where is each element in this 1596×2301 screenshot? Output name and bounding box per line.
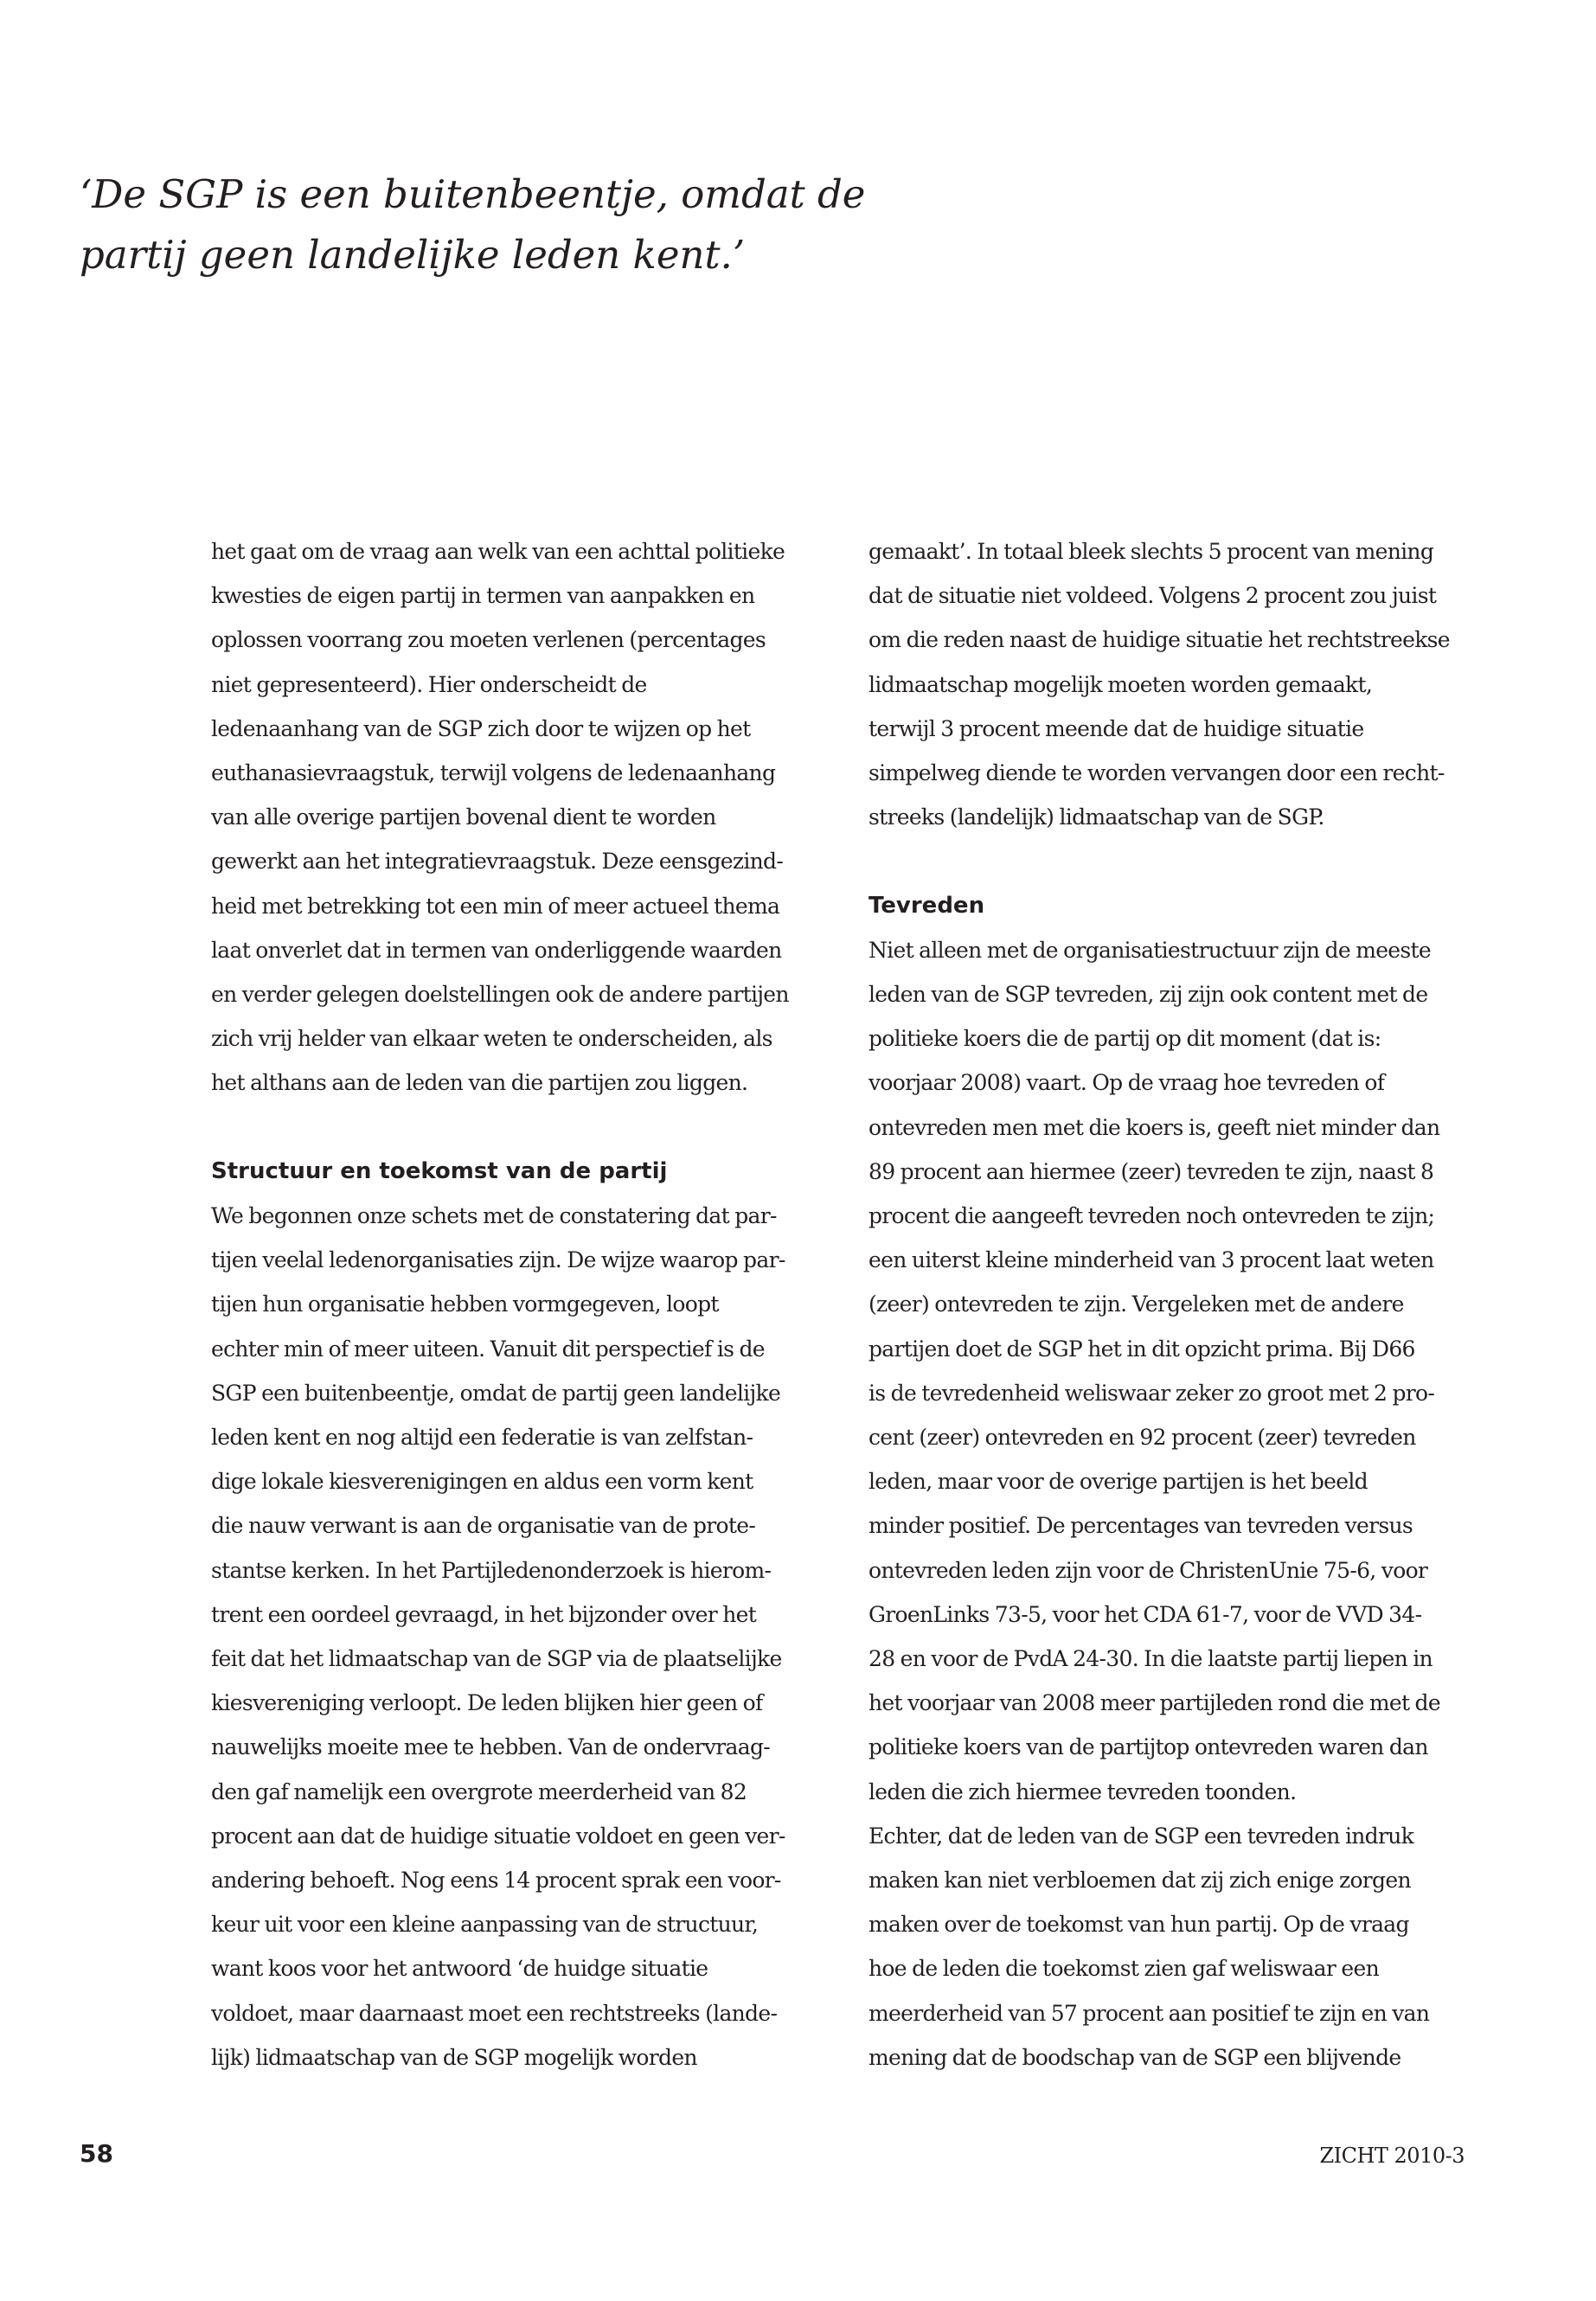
text-line: trent een oordeel gevraagd, in het bijzonder over het	[211, 1601, 757, 1627]
text-line: ledenaanhang van de SGP zich door te wijzen op het	[211, 715, 751, 741]
text-line: laat onverlet dat in termen van onderliggende waarden	[211, 937, 782, 963]
text-line: procent aan dat de huidige situatie voldoet en geen ver-	[211, 1823, 785, 1849]
right-paragraph-3	[869, 1814, 1526, 2080]
text-line: politieke koers van de partijtop ontevreden waren dan	[869, 1734, 1428, 1760]
text-line: voorjaar 2008) vaart. Op de vraag hoe tevreden of	[869, 1070, 1385, 1096]
text-line: maken over de toekomst van hun partij. Op de vraag	[869, 1912, 1409, 1938]
section-heading-tevreden: Tevreden	[869, 892, 985, 919]
text-line: Niet alleen met de organisatiestructuur zijn de meeste	[869, 937, 1431, 963]
text-line: streeks (landelijk) lidmaatschap van de SGP.	[869, 804, 1324, 830]
text-line: tijen veelal ledenorganisaties zijn. De wijze waarop par-	[211, 1247, 785, 1273]
text-line: SGP een buitenbeentje, omdat de partij geen landelijke	[211, 1380, 781, 1406]
text-line: zich vrij helder van elkaar weten te onderscheiden, als	[211, 1026, 772, 1052]
text-line: van alle overige partijen bovenal dient te worden	[211, 804, 716, 830]
text-line: minder positief. De percentages van tevreden versus	[869, 1513, 1413, 1539]
text-line: voldoet, maar daarnaast moet een rechtstreeks (lande-	[211, 2000, 778, 2026]
text-line: procent die aangeeft tevreden noch ontevreden te zijn;	[869, 1203, 1435, 1229]
text-line: cent (zeer) ontevreden en 92 procent (zeer) tevreden	[869, 1425, 1416, 1451]
text-line: terwijl 3 procent meende dat de huidige situatie	[869, 715, 1364, 741]
text-line: leden kent en nog altijd een federatie is van zelfstan-	[211, 1425, 753, 1451]
text-line: dat de situatie niet voldeed. Volgens 2 procent zou juist	[869, 583, 1437, 609]
text-line: (zeer) ontevreden te zijn. Vergeleken met de andere	[869, 1292, 1404, 1317]
pull-quote	[80, 164, 945, 285]
text-line: want koos voor het antwoord ‘de huidge situatie	[211, 1956, 708, 1982]
right-paragraph-1	[869, 529, 1526, 839]
text-line: en verder gelegen doelstellingen ook de andere partijen	[211, 982, 789, 1008]
text-line: echter min of meer uiteen. Vanuit dit perspectief is de	[211, 1336, 765, 1362]
text-line: om die reden naast de huidige situatie het rechtstreekse	[869, 627, 1450, 653]
text-line: politieke koers die de partij op dit moment (dat is:	[869, 1026, 1381, 1052]
text-line: het gaat om de vraag aan welk van een achttal politieke	[211, 539, 785, 564]
text-line: kiesvereniging verloopt. De leden blijken hier geen of	[211, 1690, 763, 1716]
text-line: een uiterst kleine minderheid van 3 procent laat weten	[869, 1247, 1434, 1273]
text-line: den gaf namelijk een overgrote meerderheid van 82	[211, 1779, 747, 1804]
right-paragraph-2	[869, 928, 1526, 1814]
text-line: andering behoeft. Nog eens 14 procent sprak een voor-	[211, 1868, 781, 1894]
page-number: 58	[80, 2139, 113, 2168]
text-line: maken kan niet verbloemen dat zij zich enige zorgen	[869, 1868, 1411, 1894]
text-line: kwesties de eigen partij in termen van aanpakken en	[211, 583, 755, 609]
text-line: We begonnen onze schets met de constatering dat par-	[211, 1203, 777, 1229]
text-line: 89 procent aan hiermee (zeer) tevreden te zijn, naast 8	[869, 1158, 1434, 1184]
text-line: hoe de leden die toekomst zien gaf weliswaar een	[869, 1956, 1379, 1982]
paragraph-gap	[869, 839, 1526, 883]
journal-issue: ZICHT 2010-3	[1319, 2144, 1465, 2168]
right-column	[869, 529, 1526, 2080]
pull-quote-line: partij geen landelijke leden kent.’	[80, 232, 746, 278]
text-line: leden, maar voor de overige partijen is het beeld	[869, 1469, 1368, 1495]
text-line: ontevreden leden zijn voor de ChristenUnie 75-6, voor	[869, 1557, 1428, 1583]
text-line: leden die zich hiermee tevreden toonden.	[869, 1779, 1297, 1804]
text-line: het voorjaar van 2008 meer partijleden rond die met de	[869, 1690, 1440, 1716]
text-line: tijen hun organisatie hebben vormgegeven, loopt	[211, 1292, 719, 1317]
text-line: partijen doet de SGP het in dit opzicht prima. Bij D66	[869, 1336, 1415, 1362]
text-line: is de tevredenheid weliswaar zeker zo groot met 2 pro-	[869, 1380, 1435, 1406]
text-line: oplossen voorrang zou moeten verlenen (percentages	[211, 627, 766, 653]
pull-quote-line: ‘De SGP is een buitenbeentje, omdat de	[80, 171, 866, 217]
text-line: het althans aan de leden van die partijen zou liggen.	[211, 1070, 748, 1096]
text-line: feit dat het lidmaatschap van de SGP via de plaatselijke	[211, 1646, 782, 1672]
text-line: stantse kerken. In het Partijledenonderzoek is hierom-	[211, 1557, 772, 1583]
text-line: gewerkt aan het integratievraagstuk. Deze eensgezind-	[211, 849, 784, 875]
text-line: simpelweg diende te worden vervangen door een recht-	[869, 760, 1445, 786]
text-line: lidmaatschap mogelijk moeten worden gemaakt,	[869, 671, 1373, 697]
paragraph-gap	[211, 1106, 869, 1150]
text-line: nauwelijks moeite mee te hebben. Van de ondervraag-	[211, 1734, 771, 1760]
text-line: Echter, dat de leden van de SGP een tevreden indruk	[869, 1823, 1414, 1849]
text-line: heid met betrekking tot een min of meer actueel thema	[211, 893, 780, 919]
left-paragraph-2	[211, 1194, 869, 2080]
text-line: GroenLinks 73-5, voor het CDA 61-7, voor de VVD 34-	[869, 1601, 1422, 1627]
text-line: mening dat de boodschap van de SGP een blijvende	[869, 2044, 1401, 2070]
section-heading-structuur: Structuur en toekomst van de partij	[211, 1157, 668, 1184]
text-line: euthanasievraagstuk, terwijl volgens de ledenaanhang	[211, 760, 776, 786]
text-line: leden van de SGP tevreden, zij zijn ook content met de	[869, 982, 1428, 1008]
left-column	[211, 529, 869, 2080]
text-line: keur uit voor een kleine aanpassing van de structuur,	[211, 1912, 759, 1938]
text-line: meerderheid van 57 procent aan positief te zijn en van	[869, 2000, 1430, 2026]
text-line: ontevreden men met die koers is, geeft niet minder dan	[869, 1114, 1440, 1140]
text-line: 28 en voor de PvdA 24-30. In die laatste partij liepen in	[869, 1646, 1433, 1672]
text-line: gemaakt’. In totaal bleek slechts 5 procent van mening	[869, 539, 1434, 564]
text-line: die nauw verwant is aan de organisatie van de prote-	[211, 1513, 756, 1539]
text-line: lijk) lidmaatschap van de SGP mogelijk worden	[211, 2044, 697, 2070]
text-line: dige lokale kiesverenigingen en aldus een vorm kent	[211, 1469, 753, 1495]
left-paragraph-1	[211, 529, 869, 1106]
text-line: niet gepresenteerd). Hier onderscheidt de	[211, 671, 647, 697]
